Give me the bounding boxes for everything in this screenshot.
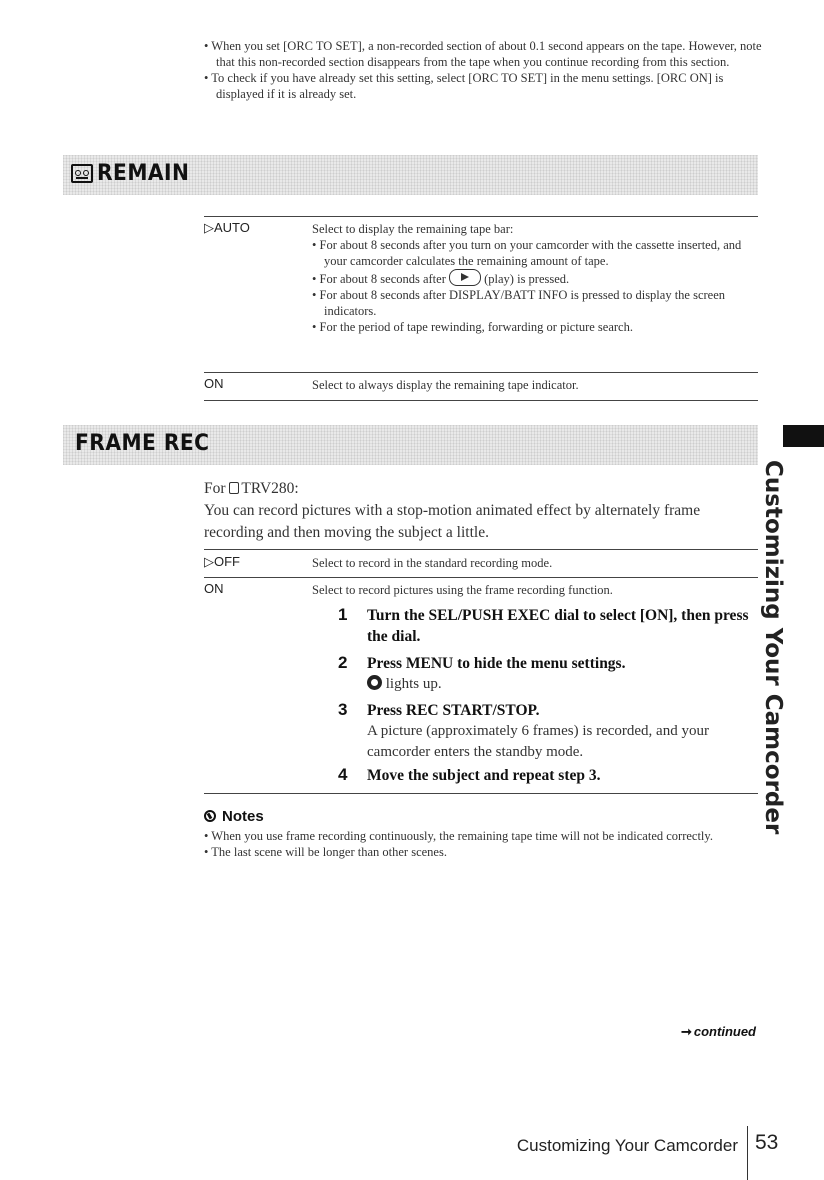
frame-off-desc: Select to record in the standard recording mode. — [312, 556, 553, 570]
remain-on-desc: Select to always display the remaining tape indicator. — [312, 378, 579, 392]
remain-banner — [63, 155, 758, 195]
divider — [204, 372, 758, 373]
play-button-icon — [449, 269, 481, 286]
arrow-right-icon: ➞ — [680, 1024, 692, 1039]
remain-on-label: ON — [204, 376, 224, 391]
step-4: 4 Move the subject and repeat step 3. — [338, 765, 601, 784]
divider — [204, 400, 758, 401]
frame-rec-icon — [367, 675, 382, 690]
notes-icon — [204, 810, 216, 822]
footer-divider — [747, 1126, 748, 1180]
step-1: 1 Turn the SEL/PUSH EXEC dial to select [ON], then press the dial. — [338, 605, 749, 645]
frame-rec-title: FRAME REC — [75, 431, 210, 456]
divider — [204, 549, 758, 550]
side-tab — [748, 460, 824, 835]
note-item: • The last scene will be longer than other scenes. — [204, 845, 447, 859]
frame-off-label: ▷OFF — [204, 554, 240, 569]
side-tab-label: Customizing Your Camcorder — [760, 460, 786, 835]
top-bullet-1: • When you set [ORC TO SET], a non-recorded section of about 0.1 second appears on the tape. However, note that this non-recorded section disappears from the tape when you continue recording from this section. — [204, 39, 762, 69]
tape-cassette-icon — [71, 164, 93, 183]
note-item: • When you use frame recording continuously, the remaining tape time will not be indicated correctly. — [204, 829, 713, 843]
remain-title: REMAIN — [97, 161, 190, 186]
divider — [204, 577, 758, 578]
frame-on-label: ON — [204, 581, 224, 596]
divider — [204, 216, 758, 217]
frame-rec-banner — [63, 425, 758, 465]
frame-rec-intro: For TRV280: You can record pictures with a stop-motion animated effect by alternately frame recording and then moving the subject a little. — [204, 480, 701, 541]
notes-heading: Notes — [204, 808, 264, 825]
model-icon — [229, 482, 239, 494]
footer-section-title: Customizing Your Camcorder — [516, 1136, 738, 1155]
top-bullet-2: • To check if you have already set this setting, select [ORC TO SET] in the menu settings. [ORC ON] is displayed if it is already set. — [204, 71, 724, 101]
divider — [204, 793, 758, 794]
frame-on-desc: Select to record pictures using the frame recording function. — [312, 583, 613, 597]
remain-auto-desc: Select to display the remaining tape bar: • For about 8 seconds after you turn on your camcorder with the cassette inserted, and your camcorder calculates the remaining amount of tape. • For about 8 seconds after (play) is pressed. • For about 8 seconds after DISPLAY/BATT INFO is pressed to display the screen indicators. • For the period of tape rewinding, forwarding or picture search. — [312, 222, 742, 334]
remain-auto-label: ▷AUTO — [204, 220, 250, 235]
top-notes — [204, 38, 764, 102]
page-number: 53 — [755, 1131, 779, 1154]
step-3: 3 Press REC START/STOP. A picture (approximately 6 frames) is recorded, and your camcorder enters the standby mode. — [338, 700, 709, 760]
section-marker — [783, 425, 824, 447]
step-2: 2 Press MENU to hide the menu settings. lights up. — [338, 653, 626, 692]
continued-label: ➞ continued — [680, 1024, 756, 1039]
notes-list — [204, 828, 764, 860]
